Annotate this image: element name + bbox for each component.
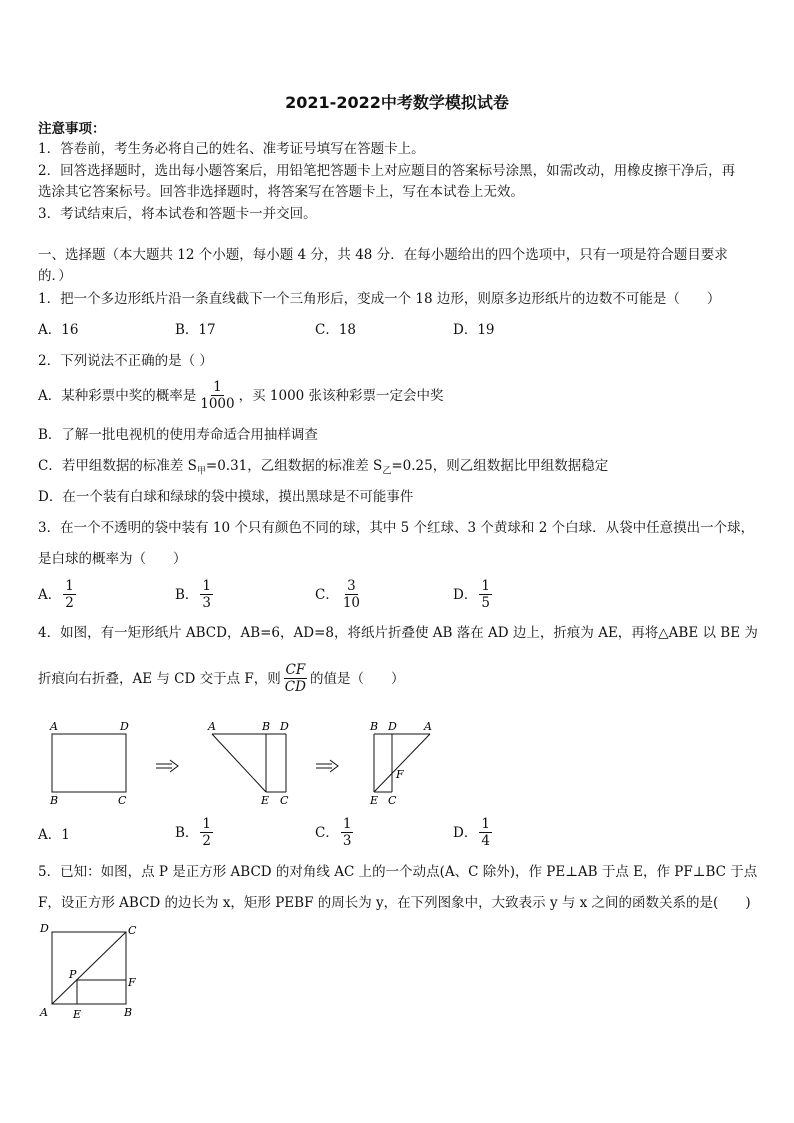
label-d: D — [120, 720, 129, 733]
page-title: 2021-2022中考数学模拟试卷 — [285, 93, 509, 112]
folded-figure-2 — [374, 734, 430, 792]
option-label: B． — [175, 824, 199, 841]
q4-stem-post: 的值是（ ） — [309, 670, 405, 687]
fraction-numerator: 1 — [202, 578, 212, 594]
q4-option-c — [315, 816, 355, 849]
fraction-numerator: 1 — [342, 816, 352, 832]
option-fraction — [341, 816, 354, 849]
option-fraction — [341, 578, 362, 611]
label-d: D — [388, 720, 397, 733]
subscript-yi: 乙 — [382, 466, 392, 477]
folded-figure — [212, 734, 286, 792]
diagonal-ac — [52, 932, 126, 1004]
label-a: A — [40, 1006, 48, 1019]
q1-option-d: D．19 — [453, 322, 495, 338]
fraction-denominator: 2 — [202, 833, 212, 849]
fraction-denominator: 3 — [342, 833, 352, 849]
fraction-denominator: 10 — [342, 595, 361, 611]
label-f: F — [128, 976, 136, 989]
option-label: B． — [175, 586, 199, 603]
q4-stem-pre: 折痕向右折叠，AE 与 CD 交于点 F，则 — [38, 670, 281, 687]
notice-item-2: 2．回答选择题时，选出每小题答案后，用铅笔把答题卡上对应题目的答案标号涂黑，如需改动，用橡皮擦干净后，再 — [38, 163, 736, 179]
q2-option-c-pre: C．若甲组数据的标准差 S — [38, 458, 197, 474]
fraction-numerator: 1 — [481, 578, 490, 594]
q2-option-a-post: ，买 1000 张该种彩票一定会中奖 — [238, 387, 444, 404]
label-a: A — [50, 720, 58, 733]
fraction-numerator: 1 — [65, 578, 74, 594]
q2-fraction — [198, 379, 236, 412]
fraction-numerator: 1 — [213, 379, 222, 395]
q3-option-b — [175, 578, 215, 611]
label-c: C — [388, 794, 397, 807]
fraction-denominator: 1000 — [200, 396, 235, 412]
option-label: D． — [453, 824, 478, 841]
section-heading-cont: 的．） — [38, 268, 72, 284]
q4-fraction — [283, 662, 308, 695]
q3-option-c — [315, 578, 364, 611]
label-b: B — [370, 720, 379, 733]
q1-option-a: A．16 — [38, 322, 79, 338]
q4-figures — [40, 718, 460, 810]
label-b: B — [124, 1006, 133, 1019]
fraction-denominator: 2 — [65, 595, 74, 611]
notice-heading: 注意事项： — [38, 121, 106, 137]
label-b: B — [50, 794, 59, 807]
fraction-numerator: 3 — [347, 578, 356, 594]
fraction-numerator: CF — [285, 662, 306, 678]
notice-item-2-cont: 选涂其它答案标号。回答非选择题时，将答案写在答题卡上，写在本试卷上无效。 — [38, 184, 524, 200]
q1-option-c: C．18 — [315, 322, 357, 338]
rectangle-abcd — [52, 734, 126, 792]
fraction-numerator: 1 — [481, 816, 490, 832]
label-f: F — [396, 768, 404, 781]
q3-option-d — [453, 578, 494, 611]
option-fraction — [479, 816, 492, 849]
q4-stem: 4．如图，有一矩形纸片 ABCD，AB=6，AD=8，将纸片折叠使 AB 落在 AD 边上，折痕为 AE，再将△ABE 以 BE 为 — [38, 625, 758, 641]
option-fraction — [200, 816, 213, 849]
option-fraction — [63, 578, 76, 611]
right-arrow-icon — [316, 760, 338, 772]
label-e: E — [370, 794, 379, 807]
fraction-denominator: 4 — [481, 833, 490, 849]
q4-option-d — [453, 816, 494, 849]
q5-stem: 5．已知：如图，点 P 是正方形 ABCD 的对角线 AC 上的一个动点(A、C 除外)，作 PE⊥AB 于点 E，作 PF⊥BC 于点 — [38, 864, 758, 880]
q1-option-b: B．17 — [175, 322, 216, 338]
q2-option-c — [38, 457, 608, 481]
label-d: D — [280, 720, 289, 733]
q3-stem-cont: 是白球的概率为（ ） — [38, 551, 187, 567]
label-e: E — [73, 1008, 82, 1021]
label-c: C — [280, 794, 289, 807]
label-b: B — [262, 720, 271, 733]
label-c: C — [128, 924, 137, 937]
q2-option-c-mid: =0.31，乙组数据的标准差 S — [205, 458, 383, 474]
notice-item-3: 3．考试结束后，将本试卷和答题卡一并交回。 — [38, 206, 317, 222]
option-label: C． — [315, 824, 339, 841]
option-label: C． — [315, 586, 339, 603]
notice-item-1: 1．答卷前，考生务必将自己的姓名、准考证号填写在答题卡上。 — [38, 141, 425, 157]
option-fraction — [479, 578, 492, 611]
q3-stem: 3．在一个不透明的袋中装有 10 个只有颜色不同的球，其中 5 个红球、3 个黄球和 2 个白球．从袋中任意摸出一个球， — [38, 520, 755, 536]
q2-stem: 2．下列说法不正确的是（ ） — [38, 353, 213, 369]
label-a: A — [424, 720, 432, 733]
label-d: D — [40, 922, 49, 935]
section-heading: 一、选择题（本大题共 12 个小题，每小题 4 分，共 48 分．在每小题给出的四个选项中，只有一项是符合题目要求 — [38, 247, 728, 263]
fraction-numerator: 1 — [202, 816, 212, 832]
label-e: E — [261, 794, 270, 807]
q4-option-a — [38, 826, 70, 844]
subscript-jia: 甲 — [196, 466, 206, 477]
q5-figure — [36, 920, 146, 1024]
right-arrow-icon — [156, 760, 178, 772]
q4-option-b — [175, 816, 215, 849]
label-a: A — [208, 720, 216, 733]
q2-option-b: B．了解一批电视机的使用寿命适合用抽样调查 — [38, 427, 318, 443]
fraction-denominator: 5 — [481, 595, 490, 611]
option-label: D． — [453, 586, 478, 603]
q4-stem-cont — [38, 662, 404, 695]
option-label: A． — [38, 586, 62, 603]
option-label: A．1 — [38, 827, 70, 843]
q2-option-d: D．在一个装有白球和绿球的袋中摸球，摸出黑球是不可能事件 — [38, 489, 414, 505]
label-p: P — [69, 968, 77, 981]
label-c: C — [118, 794, 127, 807]
q1-stem: 1．把一个多边形纸片沿一条直线截下一个三角形后，变成一个 18 边形，则原多边形纸片的边数不可能是（ ） — [38, 291, 721, 307]
fraction-denominator: 3 — [202, 595, 212, 611]
q2-option-c-post: =0.25，则乙组数据比甲组数据稳定 — [391, 458, 609, 474]
q2-option-a — [38, 379, 444, 412]
option-fraction — [200, 578, 213, 611]
q2-option-a-pre: A．某种彩票中奖的概率是 — [38, 387, 197, 404]
q3-option-a — [38, 578, 78, 611]
q5-stem-cont: F，设正方形 ABCD 的边长为 x，矩形 PEBF 的周长为 y，在下列图象中，大致表示 y 与 x 之间的函数关系的是( ) — [38, 895, 751, 911]
fraction-denominator: CD — [284, 679, 306, 695]
